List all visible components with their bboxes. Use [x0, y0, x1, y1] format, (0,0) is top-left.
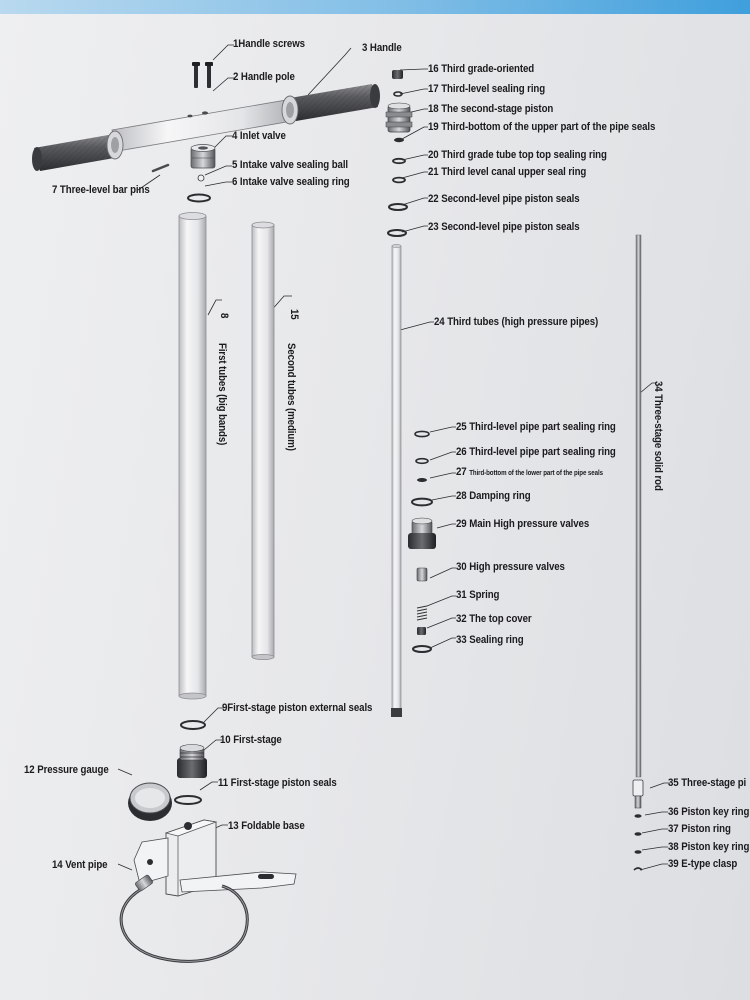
- third-grade-oriented-part: [392, 70, 403, 79]
- label-inlet-valve: 4 Inlet valve: [232, 130, 286, 142]
- label-three-stage-solid-rod: 34 Three-stage solid rod: [652, 381, 664, 491]
- handle-pole-part: [112, 99, 298, 151]
- label-first-stage-piston-external-seals: 9First-stage piston external seals: [222, 702, 373, 714]
- main-high-pressure-valve-part: [408, 518, 436, 549]
- tube-top-sealing-ring-part: [393, 159, 405, 163]
- upper-pipe-seal-part: [394, 138, 404, 142]
- second-tube-part: [252, 222, 274, 660]
- first-stage-piston-seal-part: [175, 796, 201, 804]
- label-spring: 31 Spring: [456, 589, 500, 601]
- piston-ring-part: [635, 832, 642, 836]
- bar-pin-part: [153, 165, 168, 171]
- label-handle-pole: 2 Handle pole: [233, 71, 295, 83]
- label-third-tubes: 24 Third tubes (high pressure pipes): [434, 316, 599, 328]
- label-upper-pipe-seals: 19 Third-bottom of the upper part of the pipe seals: [428, 121, 656, 133]
- label-intake-valve-sealing-ball: 5 Intake valve sealing ball: [232, 159, 349, 171]
- e-type-clasp-part: [634, 868, 642, 870]
- label-lower-pipe-seals: 27 Third-bottom of the lower part of the pipe seals: [456, 466, 603, 478]
- label-first-tubes: First tubes (big bands): [216, 343, 228, 446]
- label-pipe-part-sealing-ring-a: 25 Third-level pipe part sealing ring: [456, 421, 616, 433]
- label-second-level-piston-seals-a: 22 Second-level pipe piston seals: [428, 193, 580, 205]
- sealing-ring-part: [413, 646, 431, 652]
- label-main-high-pressure-valves: 29 Main High pressure valves: [456, 518, 590, 530]
- third-tube-part: [391, 244, 402, 717]
- first-stage-external-seal-part: [181, 721, 205, 729]
- inlet-valve-part: [191, 145, 215, 169]
- piston-key-ring-a-part: [635, 814, 642, 818]
- lower-pipe-seal-part: [417, 478, 427, 482]
- label-piston-key-ring-a: 36 Piston key ring: [668, 806, 750, 818]
- label-tube-top-sealing-ring: 20 Third grade tube top top sealing ring: [428, 149, 607, 161]
- pressure-gauge-part: [128, 783, 172, 821]
- label-handle: 3 Handle: [362, 42, 402, 54]
- label-sealing-ring: 33 Sealing ring: [456, 634, 524, 646]
- label-first-tubes-number: 8: [218, 313, 230, 319]
- label-second-level-piston-seals-b: 23 Second-level pipe piston seals: [428, 221, 580, 233]
- label-second-stage-piston: 18 The second-stage piston: [428, 103, 554, 115]
- label-top-cover: 32 The top cover: [456, 613, 532, 625]
- label-first-stage: 10 First-stage: [220, 734, 282, 746]
- label-pressure-gauge: 12 Pressure gauge: [24, 764, 109, 776]
- label-three-level-bar-pins: 7 Three-level bar pins: [52, 184, 150, 196]
- handle-screws-part: [192, 62, 213, 88]
- high-pressure-valve-part: [417, 568, 427, 581]
- second-level-piston-seal-a-part: [389, 204, 407, 210]
- label-intake-valve-sealing-ring: 6 Intake valve sealing ring: [232, 176, 350, 188]
- label-damping-ring: 28 Damping ring: [456, 490, 531, 502]
- label-piston-ring: 37 Piston ring: [668, 823, 731, 835]
- label-third-grade-oriented: 16 Third grade-oriented: [428, 63, 535, 75]
- intake-sealing-ring-part: [188, 195, 210, 202]
- handle-grip-left: [32, 131, 123, 171]
- label-second-tubes: Second tubes (medium): [285, 343, 297, 451]
- spring-part: [417, 606, 427, 620]
- handle-grip-right: [282, 84, 380, 124]
- top-cover-part: [417, 627, 426, 635]
- piston-key-ring-b-part: [635, 850, 642, 854]
- sealing-ball-part: [198, 175, 204, 181]
- three-stage-piston-part: [633, 780, 643, 808]
- damping-ring-part: [412, 499, 432, 506]
- first-tube-part: [179, 213, 206, 700]
- pipe-part-sealing-ring-a-part: [415, 431, 429, 436]
- label-first-stage-piston-seals: 11 First-stage piston seals: [218, 777, 337, 789]
- label-e-type-clasp: 39 E-type clasp: [668, 858, 738, 870]
- label-canal-upper-seal-ring: 21 Third level canal upper seal ring: [428, 166, 587, 178]
- label-handle-screws: 1Handle screws: [233, 38, 305, 50]
- label-high-pressure-valves: 30 High pressure valves: [456, 561, 565, 573]
- second-level-piston-seal-b-part: [388, 230, 406, 236]
- first-stage-part: [177, 745, 207, 779]
- label-piston-key-ring-b: 38 Piston key ring: [668, 841, 750, 853]
- solid-rod-part: [636, 235, 641, 777]
- label-foldable-base: 13 Foldable base: [228, 820, 305, 832]
- label-three-stage-piston: 35 Three-stage pi: [668, 777, 747, 789]
- pipe-part-sealing-ring-b-part: [416, 459, 428, 464]
- label-pipe-part-sealing-ring-b: 26 Third-level pipe part sealing ring: [456, 446, 616, 458]
- label-second-tubes-number: 15: [288, 309, 300, 320]
- canal-upper-seal-ring-part: [393, 178, 405, 183]
- label-vent-pipe: 14 Vent pipe: [52, 859, 108, 871]
- label-third-level-sealing-ring: 17 Third-level sealing ring: [428, 83, 546, 95]
- second-stage-piston-part: [386, 103, 412, 132]
